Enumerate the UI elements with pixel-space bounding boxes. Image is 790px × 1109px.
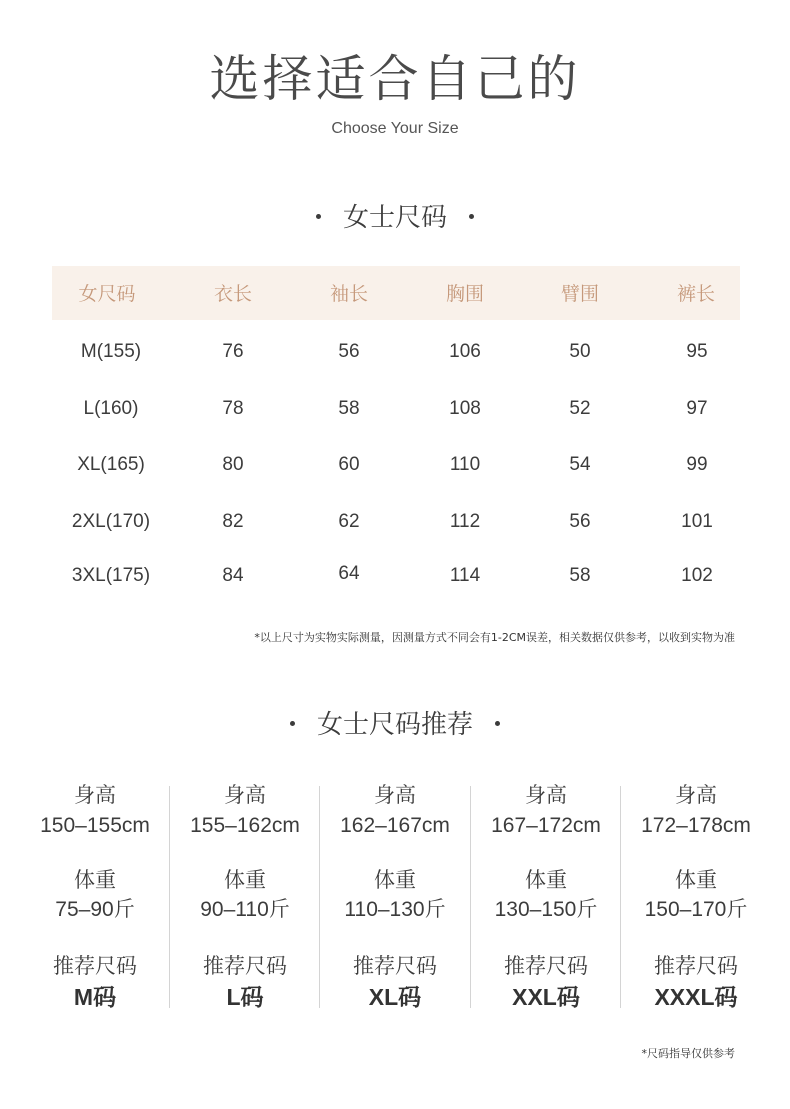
height-value: 150–155cm <box>40 814 150 837</box>
weight-label: 体重 <box>224 868 266 892</box>
size-label: 推荐尺码 <box>654 954 738 978</box>
table-cell: 102 <box>681 565 713 586</box>
recommendation-column <box>320 782 470 1010</box>
table-cell: 84 <box>222 565 244 586</box>
size-value: XXXL码 <box>654 984 738 1010</box>
size-table-header <box>52 266 740 320</box>
table-cell: L(160) <box>83 398 139 419</box>
weight-value: 75–90斤 <box>55 898 135 921</box>
table-cell: 112 <box>449 511 481 532</box>
bullet-dot-icon <box>469 214 474 219</box>
size-table-heading <box>0 201 790 235</box>
table-cell: 62 <box>338 511 360 532</box>
table-row <box>0 340 790 364</box>
recommendation-column <box>170 782 320 1010</box>
table-row <box>0 397 790 421</box>
page-title: 选择适合自己的 <box>209 50 581 108</box>
weight-label: 体重 <box>675 868 717 892</box>
table-cell: 78 <box>222 398 244 419</box>
size-table-title: 女士尺码 <box>342 203 447 233</box>
weight-value: 130–150斤 <box>494 898 598 921</box>
header-cell-sleeve: 袖长 <box>329 283 368 305</box>
bullet-dot-icon <box>316 214 321 219</box>
height-label: 身高 <box>525 783 567 807</box>
recommendation-column <box>621 782 771 1010</box>
height-label: 身高 <box>675 783 717 807</box>
table-cell: 64 <box>338 563 360 584</box>
table-cell: 82 <box>222 511 244 532</box>
table-row <box>0 510 790 534</box>
page-subtitle: Choose Your Size <box>331 120 459 137</box>
header-cell-size: 女尺码 <box>78 283 136 305</box>
header-cell-pants: 裤长 <box>676 283 715 305</box>
height-value: 155–162cm <box>190 814 300 837</box>
recommendation-title: 女士尺码推荐 <box>316 710 473 740</box>
size-label: 推荐尺码 <box>353 954 437 978</box>
height-value: 162–167cm <box>340 814 450 837</box>
bullet-dot-icon <box>290 721 295 726</box>
table-cell: 60 <box>338 454 360 475</box>
header-cell-length: 衣长 <box>213 283 252 305</box>
height-value: 172–178cm <box>641 814 751 837</box>
table-cell: 50 <box>569 341 591 362</box>
weight-value: 150–170斤 <box>644 898 748 921</box>
table-row <box>0 453 790 477</box>
table-cell: 97 <box>686 398 708 419</box>
table-row <box>0 564 790 588</box>
table-cell: 58 <box>569 565 591 586</box>
size-value: M码 <box>73 984 117 1010</box>
table-cell: 3XL(175) <box>71 565 151 586</box>
weight-label: 体重 <box>525 868 567 892</box>
size-table-note: *以上尺寸为实物实际测量，因测量方式不同会有1-2CM误差，相关数据仅供参考，以收到实物为准 <box>254 631 735 644</box>
weight-label: 体重 <box>74 868 116 892</box>
table-cell: 56 <box>569 511 591 532</box>
table-cell: 54 <box>569 454 591 475</box>
height-label: 身高 <box>74 783 116 807</box>
table-cell: 110 <box>449 454 481 475</box>
height-value: 167–172cm <box>491 814 601 837</box>
table-cell: 2XL(170) <box>71 511 151 532</box>
weight-value: 90–110斤 <box>200 898 290 921</box>
table-cell: 106 <box>449 341 481 362</box>
header-cell-arm: 臂围 <box>560 283 599 305</box>
weight-value: 110–130斤 <box>344 898 446 921</box>
size-value: XL码 <box>368 984 422 1010</box>
recommendation-note: *尺码指导仅供参考 <box>641 1047 735 1060</box>
table-cell: 108 <box>449 398 481 419</box>
recommendation-column <box>471 782 621 1010</box>
size-label: 推荐尺码 <box>504 954 588 978</box>
bullet-dot-icon <box>495 721 500 726</box>
table-cell: 58 <box>338 398 360 419</box>
table-cell: XL(165) <box>77 454 145 475</box>
height-label: 身高 <box>374 783 416 807</box>
table-cell: 95 <box>686 341 708 362</box>
table-cell: 114 <box>449 565 481 586</box>
table-cell: 101 <box>681 511 713 532</box>
size-value: L码 <box>226 984 264 1010</box>
height-label: 身高 <box>224 783 266 807</box>
recommendation-heading <box>0 708 790 742</box>
recommendation-column <box>20 782 170 1010</box>
size-label: 推荐尺码 <box>53 954 137 978</box>
table-cell: 76 <box>222 341 244 362</box>
size-value: XXL码 <box>512 984 580 1010</box>
table-cell: M(155) <box>80 341 142 362</box>
table-cell: 56 <box>338 341 360 362</box>
table-cell: 99 <box>686 454 708 475</box>
weight-label: 体重 <box>374 868 416 892</box>
table-cell: 52 <box>569 398 591 419</box>
size-label: 推荐尺码 <box>203 954 287 978</box>
header-cell-bust: 胸围 <box>445 283 484 305</box>
table-cell: 80 <box>222 454 244 475</box>
